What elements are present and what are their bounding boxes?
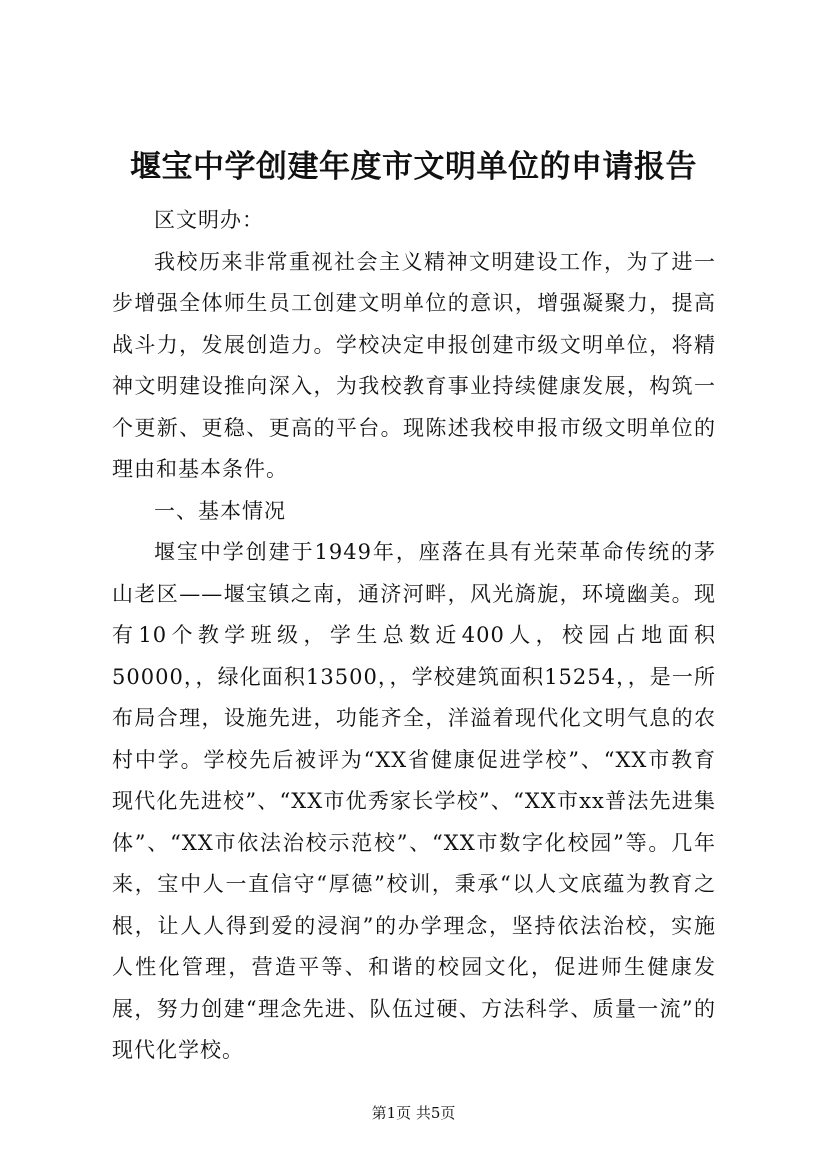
salutation: 区文明办： xyxy=(154,208,264,232)
paragraph-intro: 我校历来非常重视社会主义精神文明建设工作，为了进一步增强全体师生员工创建文明单位的意识，增强凝聚力，提高战斗力，发展创造力。学校决定申报创建市级文明单位，将精神文明建设推向深入，为我校教育事业持续健康发展，构筑一个更新、更稳、更高的平台。现陈述我校申报市级文明单位的理由和基本条件。 xyxy=(112,249,716,481)
document-body xyxy=(112,200,716,1072)
paragraph-basic-info: 堰宝中学创建于1949年，座落在具有光荣革命传统的茅山老区——堰宝镇之南，通济河畔，风光旖旎，环境幽美。现有10个教学班级，学生总数近400人，校园占地面积50000，，绿化面积13500，，学校建筑面积15254，，是一所布局合理，设施先进，功能齐全，洋溢着现代化文明气息的农村中学。学校先后被评为“XX省健康促进学校”、“XX市教育现代化先进校”、“XX市优秀家长学校”、“XX市xx普法先进集体”、“XX市依法治校示范校”、“XX市数字化校园”等。几年来，宝中人一直信守“厚德”校训，秉承“以人文底蕴为教育之根，让人人得到爱的浸润”的办学理念，坚持依法治校，实施人性化管理，营造平等、和谐的校园文化，促进师生健康发展，努力创建“理念先进、队伍过硬、方法科学、质量一流”的现代化学校。 xyxy=(112,540,716,1062)
section-heading-basic-info: 一、基本情况 xyxy=(154,498,286,523)
page-indicator: 第1页 共5页 xyxy=(371,1104,456,1122)
document-title: 堰宝中学创建年度市文明单位的申请报告 xyxy=(130,149,697,185)
